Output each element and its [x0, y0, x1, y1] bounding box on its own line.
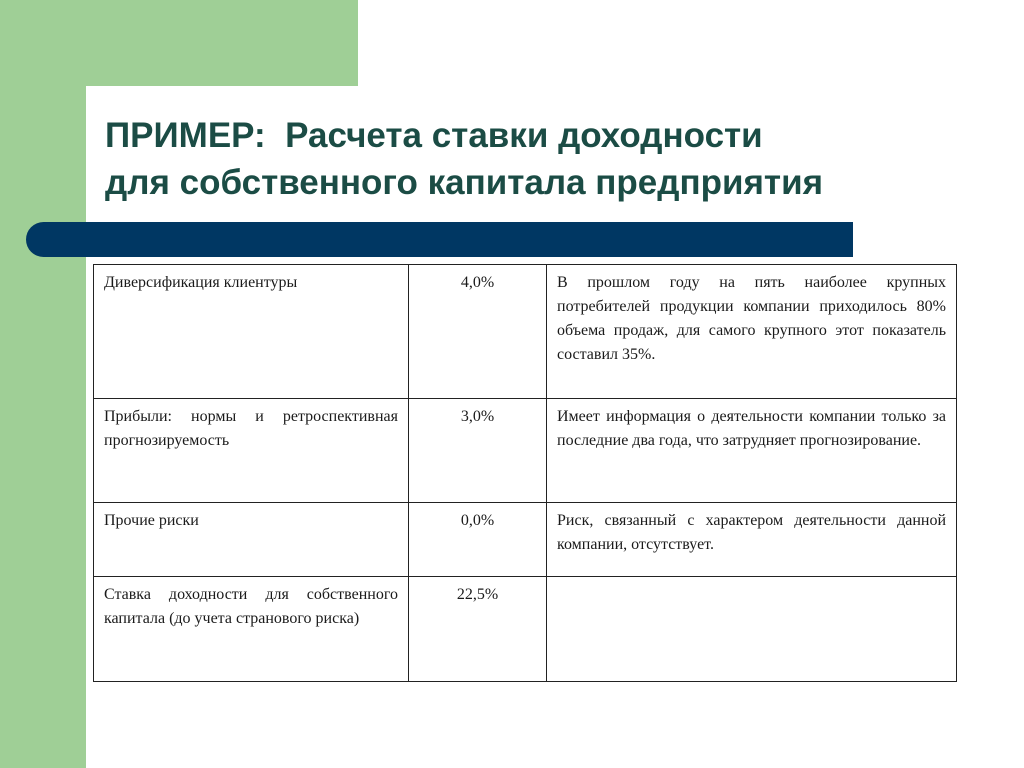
rate-cell: 4,0%	[409, 265, 547, 399]
rate-cell: 22,5%	[409, 577, 547, 682]
title-line-1-rest: Расчета ставки доходности	[285, 116, 763, 155]
table-row	[94, 503, 957, 577]
rate-calculation-table	[93, 264, 957, 682]
table-row	[94, 577, 957, 682]
green-side-panel	[0, 0, 86, 768]
factor-cell: Прочие риски	[94, 503, 409, 577]
slide-title	[105, 112, 965, 206]
comment-cell	[547, 577, 957, 682]
title-divider-bar	[26, 222, 853, 257]
title-prefix: ПРИМЕР:	[105, 116, 266, 155]
title-line-1	[105, 112, 965, 159]
title-line-2: для собственного капитала предприятия	[105, 163, 824, 202]
rate-cell: 3,0%	[409, 399, 547, 503]
table-row	[94, 265, 957, 399]
comment-cell: Риск, связанный с характером деятельности данной компании, отсутствует.	[547, 503, 957, 577]
rate-cell: 0,0%	[409, 503, 547, 577]
factor-cell: Диверсификация клиентуры	[94, 265, 409, 399]
green-top-panel	[0, 0, 358, 86]
comment-cell: Имеет информация о деятельности компании только за последние два года, что затрудняет прогнозирование.	[547, 399, 957, 503]
comment-cell: В прошлом году на пять наиболее крупных потребителей продукции компании приходилось 80% объема продаж, для самого крупного этот показатель составил 35%.	[547, 265, 957, 399]
factor-cell: Прибыли: нормы и ретроспективная прогнозируемость	[94, 399, 409, 503]
table-row	[94, 399, 957, 503]
factor-cell: Ставка доходности для собственного капитала (до учета странового риска)	[94, 577, 409, 682]
